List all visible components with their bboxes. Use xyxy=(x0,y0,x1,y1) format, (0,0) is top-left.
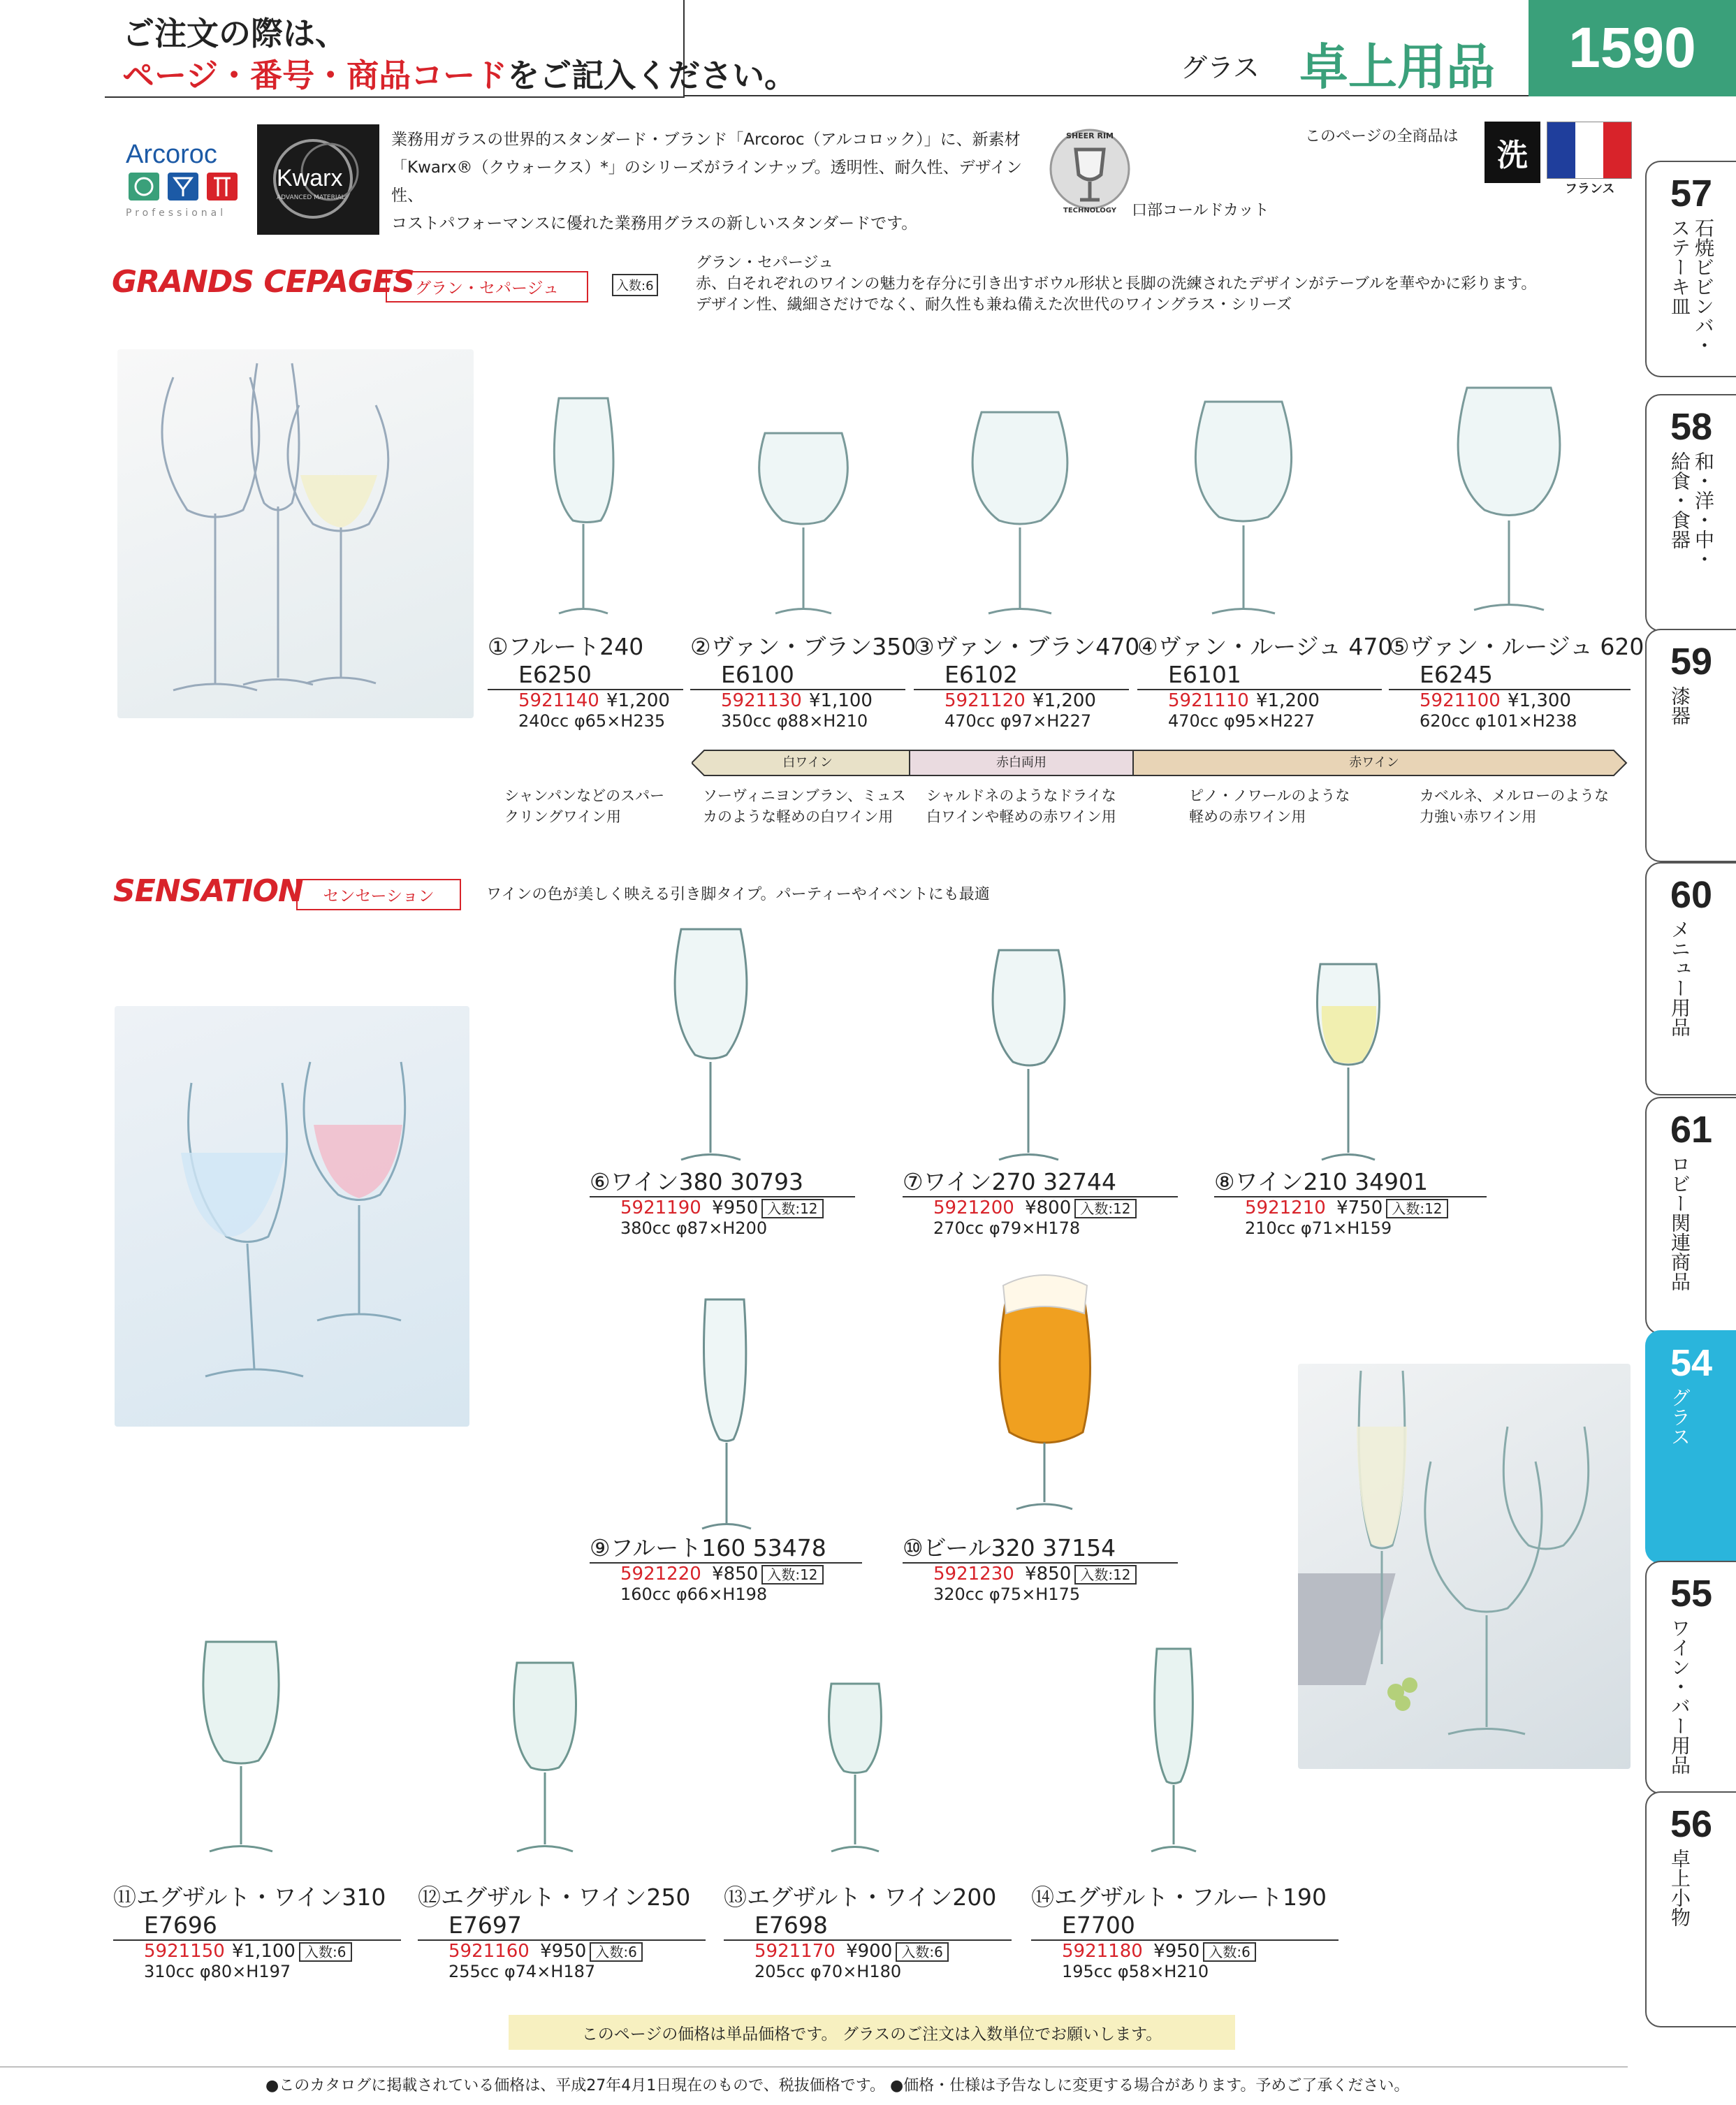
note-line: ソーヴィニヨンブラン、ミュス xyxy=(703,787,906,804)
product-qty: 入数:12 xyxy=(1074,1199,1136,1218)
product-model: E6102 xyxy=(944,661,1018,688)
product-qty: 入数:6 xyxy=(1203,1942,1255,1962)
tab-label: 和・洋・中・ 給食・食器 xyxy=(1668,451,1715,569)
tab-59[interactable] xyxy=(1645,629,1736,862)
kwarx-wordmark: Kwarx xyxy=(277,165,343,191)
product-3 xyxy=(914,633,1140,731)
product-name: ⑪エグザルト・ワイン310 xyxy=(113,1884,386,1911)
order-notice-line2 xyxy=(122,50,796,96)
product-name: ⑧ワイン210 34901 xyxy=(1214,1168,1429,1195)
product-model: E6101 xyxy=(1168,661,1241,688)
product-model: E7698 xyxy=(754,1911,828,1939)
wine-380-glass xyxy=(675,929,747,1058)
sheer-rim-label: 口部コールドカット xyxy=(1132,202,1269,219)
product-spec: 310cc φ80×H197 xyxy=(144,1962,291,1981)
product-model: E6250 xyxy=(518,661,592,688)
product-spec: 320cc φ75×H175 xyxy=(933,1585,1081,1604)
band-red-wine: 赤ワイン xyxy=(1349,755,1399,770)
sheer-rim-text: SHEER RIM xyxy=(1066,131,1114,140)
product-price: ¥1,100 xyxy=(231,1941,296,1962)
product-qty: 入数:6 xyxy=(590,1942,642,1962)
product-price: ¥1,200 xyxy=(606,690,670,711)
note-line: クリングワイン用 xyxy=(504,808,621,825)
product-price: ¥800 xyxy=(1025,1197,1072,1218)
product-code: 5921100 xyxy=(1420,690,1501,711)
tab-57[interactable] xyxy=(1645,161,1736,377)
product-code: 5921230 xyxy=(933,1564,1014,1585)
product-name: ⑦ワイン270 32744 xyxy=(903,1168,1117,1195)
product-price: ¥1,300 xyxy=(1507,690,1571,711)
sheer-tech-text: TECHNOLOGY xyxy=(1063,207,1116,214)
product-price: ¥1,100 xyxy=(808,690,873,711)
product-name: ⑫エグザルト・ワイン250 xyxy=(418,1884,691,1911)
vin-rouge-470-glass xyxy=(1195,402,1291,521)
product-qty: 入数:12 xyxy=(1386,1199,1447,1218)
note-line: カベルネ、メルローのような xyxy=(1420,787,1610,804)
arcoroc-subtitle: Professional xyxy=(126,207,227,219)
product-price: ¥850 xyxy=(712,1564,759,1585)
tab-61[interactable] xyxy=(1645,1097,1736,1334)
note-line: 力強い赤ワイン用 xyxy=(1420,808,1537,825)
product-name: ④ヴァン・ルージュ 470 xyxy=(1137,633,1393,660)
product-spec: 240cc φ65×H235 xyxy=(518,711,666,731)
tab-60[interactable] xyxy=(1645,862,1736,1095)
product-12 xyxy=(418,1884,706,1981)
product-name: ②ヴァン・ブラン350 xyxy=(690,633,917,660)
exalt-wine-250-glass xyxy=(514,1663,576,1770)
product-model: E7697 xyxy=(448,1911,522,1939)
product-price: ¥850 xyxy=(1025,1564,1072,1585)
page-number: 1590 xyxy=(1529,0,1736,96)
product-code: 5921110 xyxy=(1168,690,1249,711)
country-label: フランス xyxy=(1565,182,1615,196)
price-notice: このページの価格は単品価格です。 グラスのご注文は入数単位でお願いします。 xyxy=(509,2015,1235,2050)
exalt-wine-200-glass xyxy=(829,1684,882,1773)
tab-number: 56 xyxy=(1670,1803,1713,1845)
vin-blanc-350-glass xyxy=(759,433,848,524)
note-light-red xyxy=(1189,785,1350,827)
tab-number: 59 xyxy=(1670,641,1713,683)
product-7 xyxy=(903,1168,1178,1238)
tab-label: 石焼ビビンバ・ ステーキ皿 xyxy=(1668,218,1715,355)
sensation-label: センセーション xyxy=(296,879,461,910)
product-price: ¥950 xyxy=(1153,1941,1200,1962)
product-code: 5921190 xyxy=(620,1197,701,1218)
band-both-wine: 赤白両用 xyxy=(996,755,1046,770)
product-spec: 210cc φ71×H159 xyxy=(1245,1218,1392,1238)
category-label: グラス xyxy=(1181,52,1260,83)
product-model: E7700 xyxy=(1062,1911,1135,1939)
product-code: 5921150 xyxy=(144,1941,225,1962)
product-code: 5921180 xyxy=(1062,1941,1143,1962)
product-6 xyxy=(590,1168,855,1238)
sheer-rim-badge xyxy=(1048,126,1132,217)
product-8 xyxy=(1214,1168,1487,1238)
note-line: 軽めの赤ワイン用 xyxy=(1189,808,1306,825)
product-spec: 195cc φ58×H210 xyxy=(1062,1962,1209,1981)
product-spec: 160cc φ66×H198 xyxy=(620,1585,768,1604)
all-products-label: このページの全商品は xyxy=(1305,128,1459,145)
tab-label: 卓上小物 xyxy=(1668,1849,1691,1927)
product-price: ¥1,200 xyxy=(1255,690,1320,711)
grands-desc-line: 赤、白それぞれのワインの魅力を存分に引き出すボウル形状と長脚の洗練されたデザインがテーブルを華やかに彩ります。 xyxy=(696,275,1537,293)
product-spec: 205cc φ70×H180 xyxy=(754,1962,902,1981)
product-code: 5921160 xyxy=(448,1941,530,1962)
tab-label: 漆器 xyxy=(1668,686,1691,725)
product-qty: 入数:6 xyxy=(896,1942,948,1962)
product-name: ⑬エグザルト・ワイン200 xyxy=(724,1884,997,1911)
sensation-title: SENSATION xyxy=(113,873,303,909)
sensation-photo xyxy=(115,1006,469,1427)
tab-56[interactable] xyxy=(1645,1791,1736,2027)
section-title: 卓上用品 xyxy=(1299,38,1495,96)
note-line: ピノ・ノワールのような xyxy=(1189,787,1350,804)
product-spec: 620cc φ101×H238 xyxy=(1420,711,1577,731)
tab-number: 58 xyxy=(1670,406,1713,448)
product-qty: 入数:12 xyxy=(1074,1565,1136,1585)
kwarx-logo xyxy=(257,124,379,235)
product-4 xyxy=(1137,633,1393,731)
product-11 xyxy=(113,1884,401,1981)
product-9 xyxy=(590,1534,862,1604)
product-model: E6245 xyxy=(1420,661,1493,688)
tab-label: ワイン・バー用品 xyxy=(1668,1618,1691,1775)
arcoroc-logo xyxy=(126,140,250,224)
grands-description xyxy=(696,253,1536,316)
tab-number: 61 xyxy=(1670,1109,1713,1151)
tab-55[interactable] xyxy=(1645,1561,1736,1794)
note-line: シャンパンなどのスパー xyxy=(504,787,665,804)
product-spec: 255cc φ74×H187 xyxy=(448,1962,596,1981)
product-1 xyxy=(488,633,683,731)
product-code: 5921170 xyxy=(754,1941,836,1962)
grands-cepages-photo xyxy=(117,349,474,718)
product-name: ⑩ビール320 37154 xyxy=(903,1534,1116,1561)
product-price: ¥950 xyxy=(540,1941,587,1962)
product-spec: 350cc φ88×H210 xyxy=(721,711,868,731)
side-photo-illustration xyxy=(1298,1364,1631,1769)
order-notice-highlight: ページ・番号・商品コード xyxy=(122,57,508,94)
product-code: 5921200 xyxy=(933,1197,1014,1218)
footer-disclaimer: ●このカタログに掲載されている価格は、平成27年4月1日現在のもので、税抜価格です。 ●価格・仕様は予告なしに変更する場合があります。予めご了承ください。 xyxy=(265,2077,1410,2095)
order-notice-line1: ご注文の際は、 xyxy=(122,15,347,52)
note-dry-white xyxy=(926,785,1116,827)
product-5 xyxy=(1389,633,1644,731)
arcoroc-wordmark: Arcoroc xyxy=(126,140,217,169)
band-white-wine: 白ワイン xyxy=(782,755,833,770)
product-name: ③ヴァン・ブラン470 xyxy=(914,633,1140,660)
grands-cepages-label: グラン・セパージュ xyxy=(386,271,588,303)
product-price: ¥950 xyxy=(712,1197,759,1218)
note-line: カのような軽めの白ワイン用 xyxy=(703,808,893,825)
brand-intro xyxy=(391,126,1048,238)
product-code: 5921210 xyxy=(1245,1197,1326,1218)
tab-label: メニュー用品 xyxy=(1668,919,1691,1037)
exalt-glass-row xyxy=(112,1635,1264,1872)
grands-glass-row xyxy=(517,377,1663,629)
brand-intro-line: コストパフォーマンスに優れた業務用グラスの新しいスタンダードです。 xyxy=(391,214,918,233)
product-price: ¥900 xyxy=(846,1941,893,1962)
grands-cepages-title: GRANDS CEPAGES xyxy=(112,264,414,300)
product-code: 5921220 xyxy=(620,1564,701,1585)
product-qty: 入数:6 xyxy=(299,1942,351,1962)
product-name: ①フルート240 xyxy=(488,633,644,660)
product-2 xyxy=(690,633,917,731)
tab-number: 57 xyxy=(1670,173,1713,214)
product-spec: 380cc φ87×H200 xyxy=(620,1218,768,1238)
tab-number: 54 xyxy=(1670,1342,1713,1384)
product-model: E7696 xyxy=(144,1911,217,1939)
vin-blanc-470-glass xyxy=(972,412,1067,524)
product-10 xyxy=(903,1534,1178,1604)
product-name: ⑤ヴァン・ルージュ 620 xyxy=(1389,633,1644,660)
dishwasher-icon: 洗 xyxy=(1485,122,1540,183)
note-line: 白ワインや軽めの赤ワイン用 xyxy=(926,808,1116,825)
arcoroc-icons xyxy=(126,170,250,205)
product-model: E6100 xyxy=(721,661,794,688)
grands-qty-badge: 入数:6 xyxy=(612,274,658,296)
brand-intro-line: 「Kwarx®（クウォークス）*」のシリーズがラインナップ。透明性、耐久性、デザイン性、 xyxy=(391,159,1023,205)
product-13 xyxy=(724,1884,1012,1981)
grands-desc-line: デザイン性、繊細さだけでなく、耐久性も兼ね備えた次世代のワイングラス・シリーズ xyxy=(696,296,1292,314)
product-qty: 入数:12 xyxy=(761,1565,823,1585)
flute-160-glass xyxy=(704,1299,746,1441)
product-name: ⑨フルート160 53478 xyxy=(590,1534,826,1561)
sensation-side-photo xyxy=(1298,1364,1631,1769)
product-code: 5921120 xyxy=(944,690,1026,711)
brand-intro-line: 業務用ガラスの世界的スタンダード・ブランド「Arcoroc（アルコロック）」に、新素材 xyxy=(391,131,1021,149)
product-name: ⑭エグザルト・フルート190 xyxy=(1031,1884,1327,1911)
note-light-white xyxy=(703,785,906,827)
tab-label: ロビー関連商品 xyxy=(1668,1154,1691,1291)
tab-number: 60 xyxy=(1670,874,1713,916)
product-spec: 470cc φ97×H227 xyxy=(944,711,1092,731)
product-code: 5921130 xyxy=(721,690,802,711)
product-name: ⑥ワイン380 30793 xyxy=(590,1168,804,1195)
vin-rouge-620-glass xyxy=(1458,388,1560,516)
order-notice-rest: をご記入ください。 xyxy=(507,57,797,94)
product-qty: 入数:12 xyxy=(761,1199,823,1218)
product-price: ¥750 xyxy=(1336,1197,1383,1218)
exalt-flute-190-glass xyxy=(1155,1649,1193,1784)
note-sparkling xyxy=(504,785,664,827)
tab-label: グラス xyxy=(1668,1387,1691,1446)
product-price: ¥1,200 xyxy=(1032,690,1096,711)
france-flag-icon xyxy=(1547,122,1632,179)
product-code: 5921140 xyxy=(518,690,599,711)
grands-glasses-illustration xyxy=(117,349,474,718)
beer-320-glass xyxy=(1000,1275,1090,1509)
tab-54-active[interactable] xyxy=(1645,1330,1736,1564)
wine-270-glass xyxy=(993,950,1065,1065)
note-full-red xyxy=(1420,785,1609,827)
grands-desc-line: グラン・セパージュ xyxy=(696,254,834,272)
product-spec: 470cc φ95×H227 xyxy=(1168,711,1315,731)
sensation-glasses-illustration xyxy=(115,1006,469,1427)
note-line: シャルドネのようなドライな xyxy=(926,787,1116,804)
sensation-description: ワインの色が美しく映える引き脚タイプ。パーティーやイベントにも最適 xyxy=(486,886,990,903)
tab-number: 55 xyxy=(1670,1573,1713,1615)
product-14 xyxy=(1031,1884,1339,1981)
kwarx-subtitle: ADVANCED MATERIAL xyxy=(277,194,345,201)
product-spec: 270cc φ79×H178 xyxy=(933,1218,1081,1238)
exalt-wine-310-glass xyxy=(203,1642,279,1763)
flute-240-glass xyxy=(554,398,613,523)
